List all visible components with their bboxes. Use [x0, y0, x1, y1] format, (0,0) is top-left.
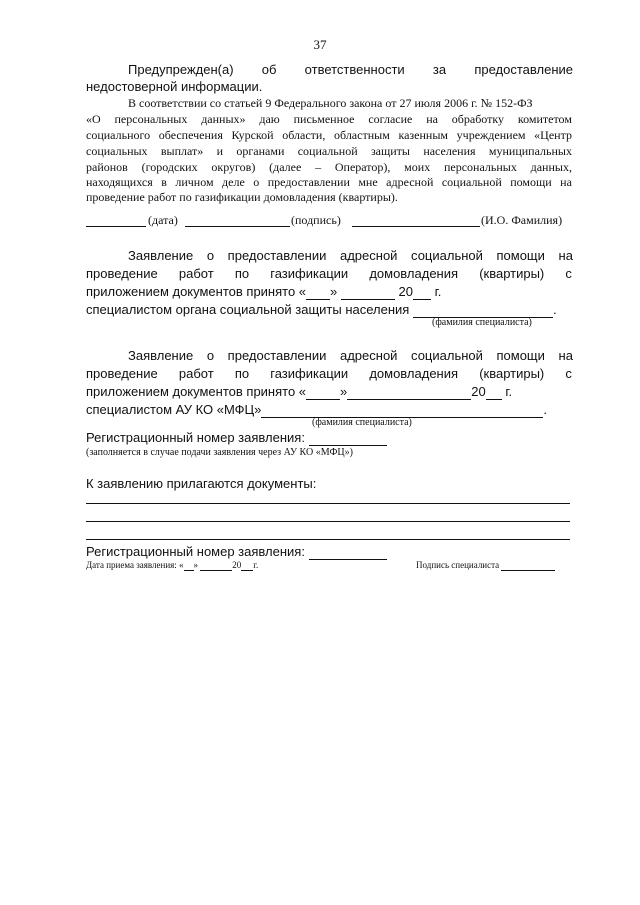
attachments-line-2[interactable]: [86, 521, 570, 522]
warning-line-2: недостоверной информации.: [86, 79, 263, 94]
consent-line-2: «О персональных данных» даю письменное согласие на обработку комитетом: [86, 112, 572, 126]
date-caption: (дата): [148, 213, 178, 227]
registration-1-note: (заполняется в случае подачи заявления через АУ КО «МФЦ»): [86, 447, 353, 458]
specialist-signature: Подпись специалиста: [416, 560, 555, 571]
block2-line-2: проведение работ по газификации домовладения (квартиры) с: [86, 366, 572, 381]
consent-line-1: В соответствии со статьей 9 Федерального закона от 27 июля 2006 г. № 152-ФЗ: [128, 96, 533, 110]
block2-month-field[interactable]: [347, 384, 471, 400]
receipt-month-field[interactable]: [200, 560, 232, 571]
consent-line-3: социального обеспечения Курской области, областным казенным учреждением «Центр: [86, 128, 572, 142]
page-number: 37: [313, 37, 327, 52]
block1-caption: (фамилия специалиста): [432, 317, 532, 328]
attachments-line-3[interactable]: [86, 539, 570, 540]
block1-line-3: приложением документов принято « » 20 г.: [86, 284, 442, 299]
block1-year-field[interactable]: [413, 284, 431, 300]
consent-line-4: социальных выплат» и органами социальной защиты населения муниципальных: [86, 144, 572, 158]
warning-line-1: Предупрежден(а) об ответственности за предоставление: [128, 62, 573, 77]
date-fill-line[interactable]: [86, 226, 146, 227]
receipt-day-field[interactable]: [184, 560, 194, 571]
block2-caption: (фамилия специалиста): [312, 417, 412, 428]
registration-1: Регистрационный номер заявления:: [86, 430, 387, 446]
block2-specialist-field[interactable]: [261, 402, 543, 418]
name-fill-line[interactable]: [352, 226, 480, 227]
block2-line-1: Заявление о предоставлении адресной социальной помощи на: [128, 348, 573, 363]
consent-line-7: проведение работ по газификации домовладения (квартиры).: [86, 190, 398, 204]
registration-1-field[interactable]: [309, 430, 387, 446]
signature-caption: (подпись): [291, 213, 341, 227]
name-caption: (И.О. Фамилия): [481, 213, 563, 227]
block1-day-field[interactable]: [306, 284, 330, 300]
registration-2: Регистрационный номер заявления:: [86, 544, 387, 560]
registration-2-field[interactable]: [309, 544, 387, 560]
block2-day-field[interactable]: [306, 384, 340, 400]
consent-line-5: районов (городских округов) (далее – Оператор), моих персональных данных,: [86, 160, 572, 174]
receipt-year-field[interactable]: [241, 560, 253, 571]
attachments-label: К заявлению прилагаются документы:: [86, 476, 317, 491]
block1-line-1: Заявление о предоставлении адресной социальной помощи на: [128, 248, 573, 263]
block1-line-4: специалистом органа социальной защиты населения .: [86, 302, 557, 317]
block2-line-4: специалистом АУ КО «МФЦ» .: [86, 402, 548, 417]
signature-fill-line[interactable]: [185, 226, 290, 227]
block1-line-2: проведение работ по газификации домовладения (квартиры) с: [86, 266, 572, 281]
block1-specialist-field[interactable]: [413, 302, 553, 318]
attachments-line-1[interactable]: [86, 503, 570, 504]
receipt-date: Дата приема заявления: « » 20 г.: [86, 560, 259, 570]
block2-line-3: приложением документов принято « » 20 г.: [86, 384, 513, 399]
block2-year-field[interactable]: [486, 384, 502, 400]
specialist-signature-field[interactable]: [501, 560, 555, 571]
block1-month-field[interactable]: [341, 284, 395, 300]
consent-line-6: находящихся в личном деле о предоставлении мне адресной социальной помощи на: [86, 175, 572, 189]
